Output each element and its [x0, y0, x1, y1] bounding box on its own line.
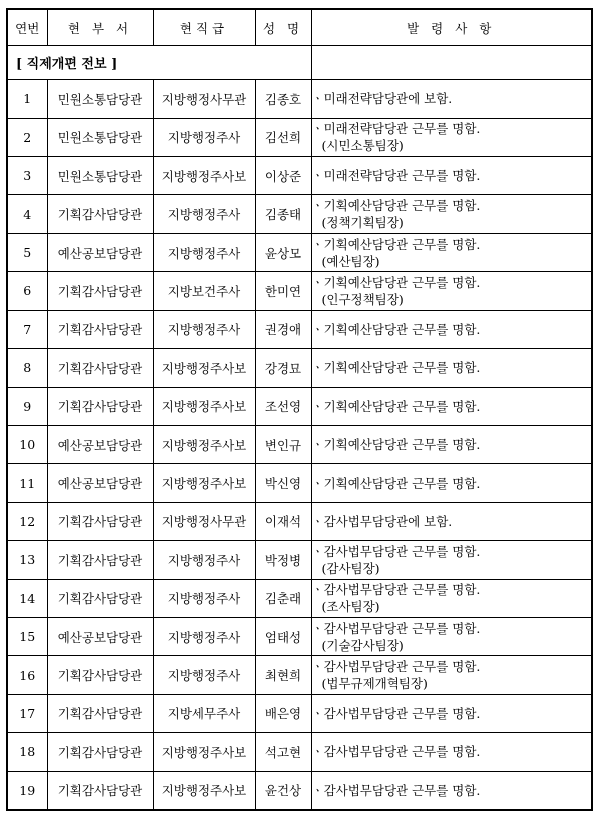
- row-dept: 기획감사담당관: [47, 272, 153, 310]
- row-action-team: (인구정책팀장): [321, 291, 404, 307]
- row-dept: 기획감사담당관: [47, 541, 153, 579]
- row-dept: 민원소통담당관: [47, 80, 153, 118]
- row-name: 김종태: [255, 195, 311, 233]
- row-grade: 지방행정주사보: [153, 387, 255, 425]
- row-grade: 지방행정주사보: [153, 157, 255, 195]
- row-action: [311, 733, 592, 771]
- row-grade: 지방행정주사: [153, 195, 255, 233]
- table-row: [7, 502, 592, 540]
- row-no: 4: [7, 195, 47, 233]
- row-dept: 기획감사담당관: [47, 195, 153, 233]
- row-action-text: ㆍ감사법무담당관 근무를 명함.: [311, 582, 481, 598]
- table-row: [7, 387, 592, 425]
- row-action: [311, 425, 592, 463]
- row-action: [311, 579, 592, 617]
- row-grade: 지방행정주사보: [153, 425, 255, 463]
- row-action: [311, 617, 592, 655]
- row-action-text: ㆍ미래전략담당관에 보함.: [311, 91, 453, 107]
- header-no: 연번: [7, 9, 47, 46]
- row-dept: 기획감사담당관: [47, 310, 153, 348]
- row-name: 변인규: [255, 425, 311, 463]
- row-grade: 지방행정주사보: [153, 464, 255, 502]
- row-action: [311, 157, 592, 195]
- row-name: 윤상모: [255, 233, 311, 271]
- personnel-table: [6, 8, 593, 811]
- row-no: 12: [7, 502, 47, 540]
- row-dept: 예산공보담당관: [47, 425, 153, 463]
- row-action: [311, 80, 592, 118]
- row-grade: 지방행정주사보: [153, 349, 255, 387]
- row-action-team: (정책기획팀장): [321, 215, 404, 231]
- row-action-text: ㆍ기획예산담당관 근무를 명함.: [311, 274, 481, 290]
- row-dept: 민원소통담당관: [47, 157, 153, 195]
- row-action-team: (조사팀장): [321, 599, 380, 615]
- row-action: [311, 771, 592, 810]
- row-grade: 지방보건주사: [153, 272, 255, 310]
- table-row: [7, 349, 592, 387]
- row-no: 9: [7, 387, 47, 425]
- row-dept: 예산공보담당관: [47, 617, 153, 655]
- row-action: [311, 694, 592, 732]
- table-row: [7, 694, 592, 732]
- row-action-team: (예산팀장): [321, 253, 380, 269]
- table-row: [7, 425, 592, 463]
- row-no: 16: [7, 656, 47, 694]
- row-action-text: ㆍ기획예산담당관 근무를 명함.: [311, 198, 481, 214]
- header-action: 발 령 사 항: [311, 9, 592, 46]
- row-dept: 기획감사담당관: [47, 656, 153, 694]
- row-no: 10: [7, 425, 47, 463]
- row-action-text: ㆍ미래전략담당관 근무를 명함.: [311, 168, 481, 184]
- row-grade: 지방행정주사: [153, 541, 255, 579]
- row-no: 5: [7, 233, 47, 271]
- row-action-text: ㆍ기획예산담당관 근무를 명함.: [311, 360, 481, 376]
- row-name: 석고현: [255, 733, 311, 771]
- row-grade: 지방행정주사: [153, 118, 255, 156]
- row-action: [311, 118, 592, 156]
- row-grade: 지방행정사무관: [153, 80, 255, 118]
- row-no: 15: [7, 617, 47, 655]
- table-row: [7, 656, 592, 694]
- row-action-text: ㆍ기획예산담당관 근무를 명함.: [311, 398, 481, 414]
- row-action: [311, 502, 592, 540]
- row-no: 2: [7, 118, 47, 156]
- row-dept: 기획감사담당관: [47, 733, 153, 771]
- row-name: 조선영: [255, 387, 311, 425]
- row-name: 이재석: [255, 502, 311, 540]
- header-grade: 현직급: [153, 9, 255, 46]
- row-action: [311, 349, 592, 387]
- header-name: 성 명: [255, 9, 311, 46]
- row-grade: 지방행정사무관: [153, 502, 255, 540]
- row-action: [311, 656, 592, 694]
- row-grade: 지방행정주사: [153, 233, 255, 271]
- row-action-text: ㆍ감사법무담당관 근무를 명함.: [311, 659, 481, 675]
- table-row: [7, 272, 592, 310]
- row-action: [311, 272, 592, 310]
- row-dept: 예산공보담당관: [47, 233, 153, 271]
- row-no: 18: [7, 733, 47, 771]
- row-name: 배은영: [255, 694, 311, 732]
- section-row: [7, 46, 592, 80]
- row-name: 강경묘: [255, 349, 311, 387]
- row-action: [311, 310, 592, 348]
- header-dept: 현 부 서: [47, 9, 153, 46]
- row-action-text: ㆍ감사법무담당관 근무를 명함.: [311, 705, 481, 721]
- row-action-team: (기술감사팀장): [321, 637, 404, 653]
- row-name: 한미연: [255, 272, 311, 310]
- row-action-text: ㆍ기획예산담당관 근무를 명함.: [311, 236, 481, 252]
- row-no: 1: [7, 80, 47, 118]
- row-name: 박신영: [255, 464, 311, 502]
- row-grade: 지방세무주사: [153, 694, 255, 732]
- row-action-text: ㆍ감사법무담당관 근무를 명함.: [311, 782, 481, 798]
- row-dept: 기획감사담당관: [47, 387, 153, 425]
- row-action-text: ㆍ감사법무담당관 근무를 명함.: [311, 744, 481, 760]
- row-name: 김종호: [255, 80, 311, 118]
- table-row: [7, 233, 592, 271]
- row-action-text: ㆍ감사법무담당관에 보함.: [311, 513, 453, 529]
- table-row: [7, 617, 592, 655]
- row-dept: 기획감사담당관: [47, 771, 153, 810]
- table-row: [7, 157, 592, 195]
- row-no: 8: [7, 349, 47, 387]
- table-row: [7, 733, 592, 771]
- row-action: [311, 195, 592, 233]
- row-action-text: ㆍ감사법무담당관 근무를 명함.: [311, 543, 481, 559]
- row-no: 7: [7, 310, 47, 348]
- row-grade: 지방행정주사보: [153, 771, 255, 810]
- row-no: 6: [7, 272, 47, 310]
- row-dept: 민원소통담당관: [47, 118, 153, 156]
- row-name: 최현희: [255, 656, 311, 694]
- row-dept: 예산공보담당관: [47, 464, 153, 502]
- section-title: [ 직제개편 전보 ]: [7, 46, 311, 80]
- row-dept: 기획감사담당관: [47, 349, 153, 387]
- table-row: [7, 118, 592, 156]
- header-row: [7, 9, 592, 46]
- table-row: [7, 464, 592, 502]
- row-name: 이상준: [255, 157, 311, 195]
- row-action-team: (법무규제개혁팀장): [321, 676, 428, 692]
- table-row: [7, 195, 592, 233]
- row-action-text: ㆍ기획예산담당관 근무를 명함.: [311, 475, 481, 491]
- row-dept: 기획감사담당관: [47, 502, 153, 540]
- row-action-text: ㆍ감사법무담당관 근무를 명함.: [311, 620, 481, 636]
- row-action: [311, 233, 592, 271]
- row-no: 3: [7, 157, 47, 195]
- row-action-team: (시민소통팀장): [321, 138, 404, 154]
- row-name: 김춘래: [255, 579, 311, 617]
- row-action: [311, 387, 592, 425]
- row-action: [311, 541, 592, 579]
- row-dept: 기획감사담당관: [47, 579, 153, 617]
- table-row: [7, 579, 592, 617]
- row-grade: 지방행정주사: [153, 656, 255, 694]
- table-row: [7, 80, 592, 118]
- row-grade: 지방행정주사: [153, 310, 255, 348]
- row-name: 김선희: [255, 118, 311, 156]
- row-action: [311, 464, 592, 502]
- row-name: 권경애: [255, 310, 311, 348]
- table-row: [7, 771, 592, 810]
- row-no: 17: [7, 694, 47, 732]
- section-blank-cell: [311, 46, 592, 80]
- row-action-text: ㆍ미래전략담당관 근무를 명함.: [311, 121, 481, 137]
- row-action-text: ㆍ기획예산담당관 근무를 명함.: [311, 321, 481, 337]
- row-no: 14: [7, 579, 47, 617]
- row-action-text: ㆍ기획예산담당관 근무를 명함.: [311, 437, 481, 453]
- table-row: [7, 541, 592, 579]
- row-name: 박정병: [255, 541, 311, 579]
- row-no: 19: [7, 771, 47, 810]
- table-row: [7, 310, 592, 348]
- row-name: 윤건상: [255, 771, 311, 810]
- row-no: 13: [7, 541, 47, 579]
- row-action-team: (감사팀장): [321, 560, 380, 576]
- row-dept: 기획감사담당관: [47, 694, 153, 732]
- row-grade: 지방행정주사: [153, 579, 255, 617]
- row-name: 엄태성: [255, 617, 311, 655]
- row-no: 11: [7, 464, 47, 502]
- row-grade: 지방행정주사: [153, 617, 255, 655]
- row-grade: 지방행정주사보: [153, 733, 255, 771]
